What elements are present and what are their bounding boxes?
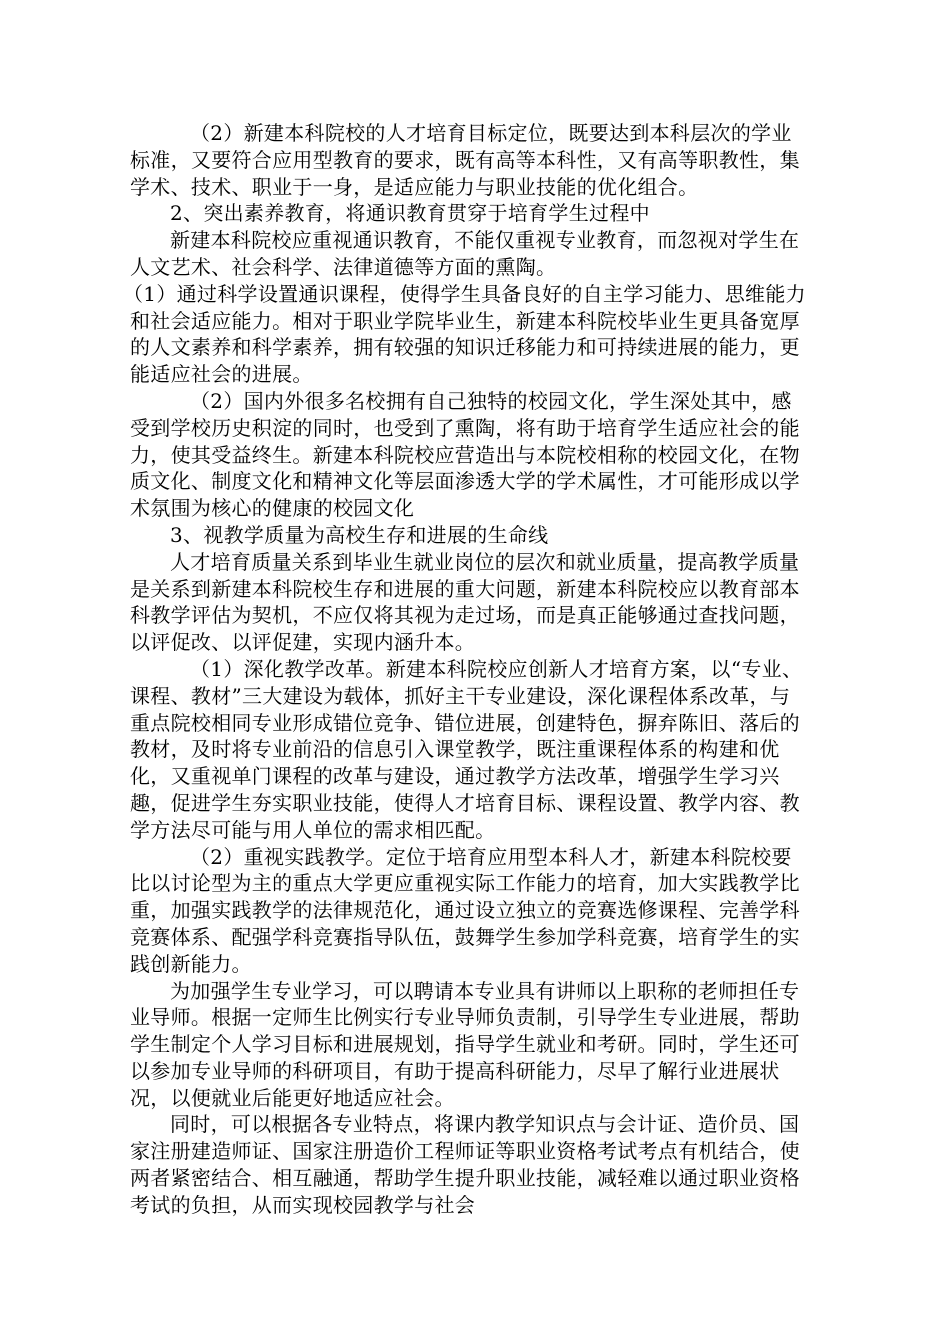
paragraph: 新建本科院校应重视通识教育，不能仅重视专业教育，而忽视对学生在人文艺术、社会科学、法律道德等方面的熏陶。 <box>130 228 800 279</box>
section-heading: 3、视教学质量为高校生存和进展的生命线 <box>170 522 549 547</box>
paragraph: （1）通过科学设置通识课程，使得学生具备良好的自主学习能力、思维能力和社会适应能力。相对于职业学院毕业生，新建本科院校毕业生更具备宽厚的人文素养和科学素养，拥有较强的知识迁移能力和可持续进展的能力，更能适应社会的进展。 <box>123 281 806 387</box>
paragraph: （1）深化教学改革。新建本科院校应创新人才培育方案，以“专业、课程、教材”三大建设为载体，抓好主干专业建设，深化课程体系改革，与重点院校相同专业形成错位竞争、错位进展，创建特色，摒弃陈旧、落后的教材，及时将专业前沿的信息引入课堂教学，既注重课程体系的构建和优化，又重视单门课程的改革与建设，通过教学方法改革，增强学生学习兴趣，促进学生夯实职业技能，使得人才培育目标、课程设置、教学内容、教学方法尽可能与用人单位的需求相匹配。 <box>130 656 803 842</box>
paragraph: （2）国内外很多名校拥有自己独特的校园文化，学生深处其中，感受到学校历史积淀的同时，也受到了熏陶，将有助于培育学生适应社会的能力，使其受益终生。新建本科院校应营造出与本院校相称的校园文化，在物质文化、制度文化和精神文化等层面渗透大学的学术属性，才可能形成以学术氛围为核心的健康的校园文化 <box>130 388 800 521</box>
paragraph: （2）新建本科院校的人才培育目标定位，既要达到本科层次的学业标准，又要符合应用型教育的要求，既有高等本科性，又有高等职教性，集学术、技术、职业于一身，是适应能力与职业技能的优化组合。 <box>130 121 800 199</box>
paragraph: （2）重视实践教学。定位于培育应用型本科人才，新建本科院校要比以讨论型为主的重点大学更应重视实际工作能力的培育，加大实践教学比重，加强实践教学的法律规范化，通过设立独立的竞赛选修课程、完善学科竞赛体系、配强学科竞赛指导队伍，鼓舞学生参加学科竞赛，培育学生的实践创新能力。 <box>130 844 800 976</box>
section-heading: 2、突出素养教育，将通识教育贯穿于培育学生过程中 <box>170 201 650 226</box>
document-body <box>123 120 810 1219</box>
paragraph: 为加强学生专业学习，可以聘请本专业具有讲师以上职称的老师担任专业导师。根据一定师生比例实行专业导师负责制，引导学生专业进展，帮助学生制定个人学习目标和进展规划，指导学生就业和考研。同时，学生还可以参加专业导师的科研项目，有助于提高科研能力，尽早了解行业进展状况，以便就业后能更好地适应社会。 <box>130 978 800 1110</box>
paragraph: 人才培育质量关系到毕业生就业岗位的层次和就业质量，提高教学质量是关系到新建本科院校生存和进展的重大问题，新建本科院校应以教育部本科教学评估为契机，不应仅将其视为走过场，而是真正能够通过查找问题，以评促改、以评促建，实现内涵升本。 <box>130 549 800 655</box>
paragraph: 同时，可以根据各专业特点，将课内教学知识点与会计证、造价员、国家注册建造师证、国家注册造价工程师证等职业资格考试考点有机结合，使两者紧密结合、相互融通，帮助学生提升职业技能，减轻难以通过职业资格考试的负担，从而实现校园教学与社会 <box>130 1112 800 1217</box>
